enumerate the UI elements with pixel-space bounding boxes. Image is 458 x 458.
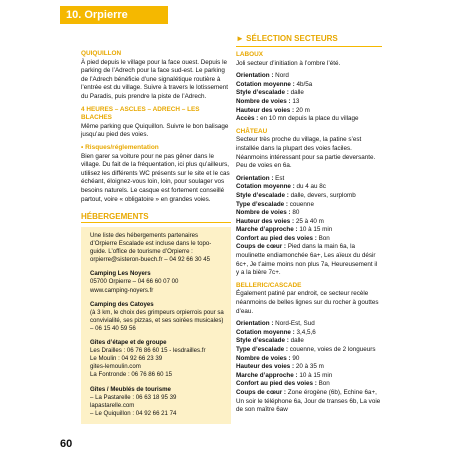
selection-title [236,34,382,44]
spec-row: Style d’escalade : dalle, devers, surplomb [236,191,356,199]
spec-row: Coups de cœur : Pied dans la main 6a, la moulinette endiamonchée 6a+, Les aïeux du désir 6c+, Je t’aime moins non plus 7a, Heureusement il y a la bière 7c+. [236,243,378,277]
spec-row: Nombre de voies : 80 [236,209,300,217]
heberg-line: Les Drailles : 06 76 86 60 15 - lesdrailles.fr [90,347,206,355]
sector-specs-chateau [236,175,382,278]
risques-text: Bien garer sa voiture pour ne pas gêner dans le village. Du fait de la fréquentation, ici plus qu’ailleurs, utilisez les différents WC présents sur le site et le cas échéant, éloignez-vous loin, loin, pour soulager vos besoins naturels. Le casque est fortement conseillé partout, voire « obligatoire » en grandes voies. [81,152,230,203]
spec-row: Nombre de voies : 90 [236,354,300,362]
heures-text: Même parking que Quiquillon. Suivre le bon balisage jusqu’au pied des voies. [81,122,229,139]
hebergements-content [90,232,224,418]
heberg-line: www.camping-noyers.fr [90,286,154,294]
spec-row: Cotation moyenne : 3,4,5,6 [236,328,316,336]
heures-heading: 4 HEURES – ASCLES – ADRECH – LES BLACHES [81,105,200,122]
hebergements-title: HÉBERGEMENTS [81,212,149,221]
spec-row: Confort au pied des voies : Bon [236,380,330,388]
chapter-title-banner [60,6,168,24]
sector-heading-chateau: CHÂTEAU [236,127,268,135]
spec-row: Cotation moyenne : 4b/5a [236,80,313,88]
page-number: 60 [60,438,73,450]
spec-row: Hauteur des voies : 20 m [236,106,310,114]
spec-row: Hauteur des voies : 25 à 40 m [236,217,324,225]
quiquillon-heading: QUIQUILLON [81,50,122,57]
hebergements-divider [81,222,231,223]
heberg-line: 05700 Orpierre – 04 66 60 07 00 [90,278,179,286]
heberg-line: – La Pastarelle : 06 63 18 95 39 [90,393,177,401]
spec-row: Cotation moyenne : du 4 au 8c [236,183,326,191]
sector-specs-laboux [236,72,382,124]
selection-divider [236,46,382,47]
hebergements-intro: Une liste des hébergements partenaires d’Orpierre Escalade est incluse dans le topo-guide. L’office de tourisme d’Orpierre : [90,232,212,256]
heberg-name: Camping Les Noyers [90,270,151,278]
spec-row: Orientation : Nord [236,72,289,80]
heberg-line: gites-lemoulin.com [90,363,141,371]
spec-row: Type d’escalade : couenne [236,200,314,208]
heberg-line: (à 3 km, le choix des grimpeurs orpierrois pour sa convivialité, ses pizzas, et ses soirées musicales) – 06 15 40 59 56 [90,308,224,332]
spec-row: Orientation : Est [236,174,285,182]
heberg-line: La Fontronde : 06 76 86 60 15 [90,371,172,379]
spec-row: Confort au pied des voies : Bon [236,234,330,242]
heberg-line: lapastarelle.com [90,401,135,409]
sector-heading-laboux: LABOUX [236,51,263,58]
spec-row: Marche d’approche : 10 à 15 min [236,226,333,234]
heberg-line: – Le Quiquillon : 04 92 66 21 74 [90,409,177,417]
selection-title-text: SÉLECTION SECTEURS [246,34,338,43]
hebergements-intro-contact: orpierre@sisteron-buech.fr – 04 92 66 30 45 [90,256,211,264]
heberg-name: Gîtes / Meublés de tourisme [90,385,171,393]
left-column [81,50,231,205]
sector-heading-belleric: BELLERIC/CASCADE [236,281,302,289]
spec-row: Type d’escalade : couenne, voies de 2 longueurs [236,346,376,353]
risques-heading: • Risques/réglementation [81,143,159,151]
heberg-name: Camping des Catoyes [90,300,154,308]
spec-row: Orientation : Nord-Est, Sud [236,320,315,328]
chapter-title: 10. Orpierre [66,9,128,21]
spec-row: Accès : en 10 mn depuis la place du village [236,115,359,123]
spec-row: Nombre de voies : 13 [236,97,300,105]
sector-desc-belleric: Également patiné par endroit, ce secteur recèle néanmoins de belles lignes sur du rocher à gouttes d’eau. [236,290,379,315]
right-column [236,34,382,415]
spec-row: Coups de cœur : Zone érogène (6b), Echine 6a+, Un soir le téléphone 6a, Jour de transes 6b, La voie de son maître 6aw [236,388,381,414]
heberg-line: Le Moulin : 04 92 66 23 39 [90,355,163,363]
sector-specs-belleric [236,320,382,415]
spec-row: Style d’escalade : dalle [236,337,304,345]
sector-desc-laboux: Joli secteur d’initiation à l’ombre l’été. [236,59,341,67]
spec-row: Hauteur des voies : 20 à 35 m [236,363,324,371]
spec-row: Style d’escalade : dalle [236,89,304,97]
triangle-bullet-icon: ► [236,34,247,43]
heberg-name: Gîtes d’étape et de groupe [90,339,167,347]
sector-desc-chateau: Secteur très proche du village, la patine s’est installée dans la plupart des voies faciles. Néanmoins intéressant pour sa partie deversante. Peu de voies en 6a. [236,136,376,170]
quiquillon-text: À pied depuis le village pour la face ouest. Depuis le parking de l’Adrech pour la face sud-est. Le parking de l’Adrech bénéficie d’une signalétique routière à l’entrée est du village. Suivre à travers le lotissement du Paradis, puis prendre la piste de l’Adrech. [81,58,228,100]
spec-row: Marche d’approche : 10 à 15 min [236,371,333,379]
